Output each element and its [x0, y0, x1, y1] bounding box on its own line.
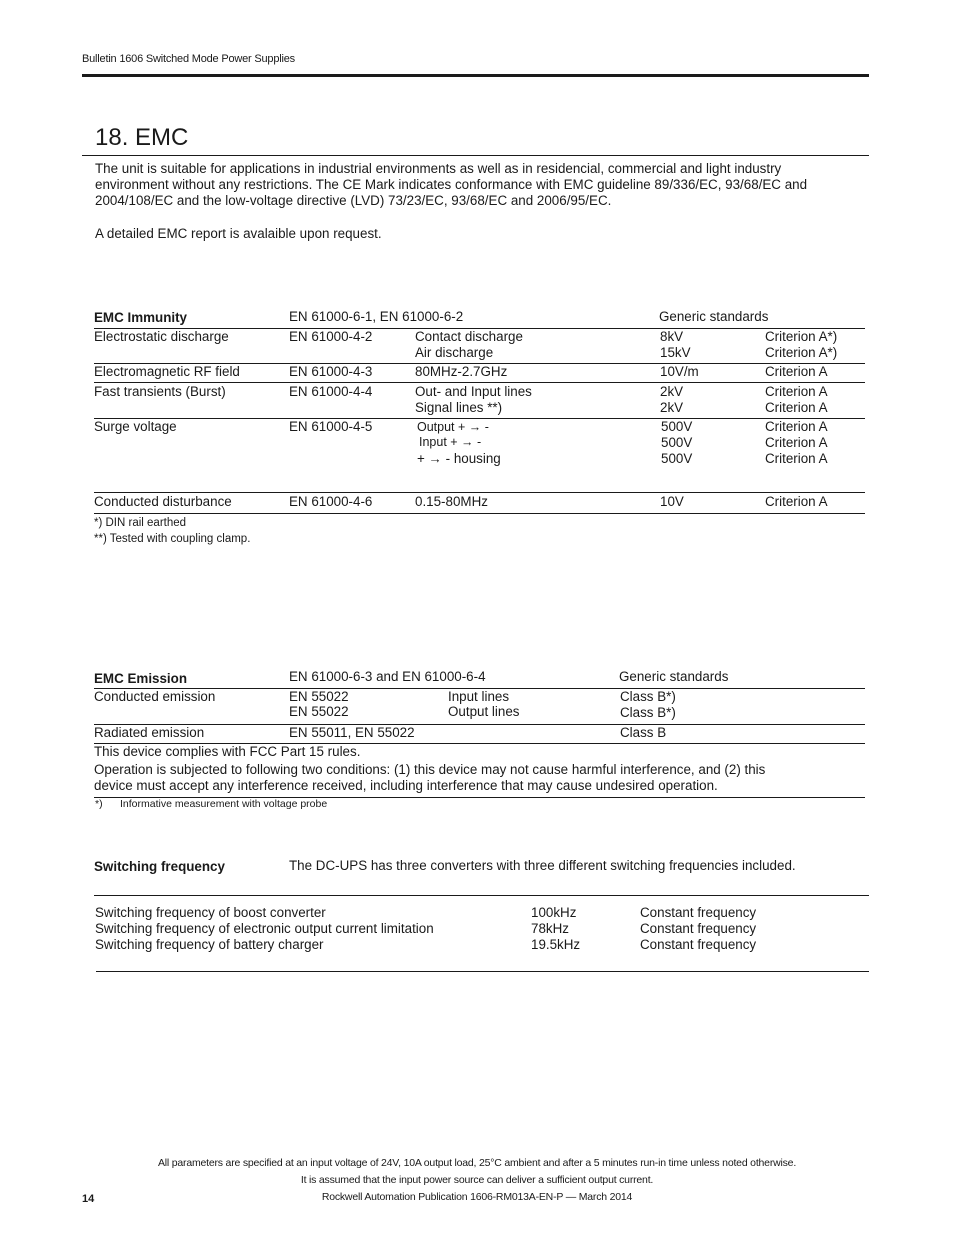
emission-name: Radiated emission [94, 725, 205, 740]
test-condition: Contact discharge [415, 329, 523, 344]
converter-name: Switching frequency of boost converter [95, 905, 326, 920]
emission-standard: EN 55022 [289, 704, 349, 719]
test-criterion: Criterion A [765, 435, 828, 450]
emission-class: Class B*) [620, 689, 676, 704]
test-criterion: Criterion A [765, 451, 828, 466]
converter-name: Switching frequency of battery charger [95, 937, 324, 952]
test-standard: EN 61000-4-4 [289, 384, 373, 399]
footnote: *) DIN rail earthed [94, 517, 187, 529]
table-rule [94, 492, 865, 493]
test-standard: EN 61000-4-5 [289, 419, 373, 434]
converter-note: Constant frequency [640, 937, 757, 952]
test-criterion: Criterion A [765, 364, 828, 379]
converter-frequency: 100kHz [531, 905, 577, 920]
footnote: **) Tested with coupling clamp. [94, 533, 251, 545]
emission-standards-note: Generic standards [619, 669, 729, 684]
intro-paragraph [95, 161, 855, 209]
test-criterion: Criterion A [765, 494, 828, 509]
report-note: A detailed EMC report is avalaible upon request. [95, 226, 382, 241]
intro-line: environment without any restrictions. The CE Mark indicates conformance with EMC guideline 89/336/EC, 93/68/EC and [95, 177, 808, 192]
converter-frequency: 78kHz [531, 921, 569, 936]
fcc-statement: This device complies with FCC Part 15 rules. [94, 744, 361, 759]
test-criterion: Criterion A*) [765, 345, 838, 360]
test-level: 10V/m [660, 364, 699, 379]
test-condition: Out- and Input lines [415, 384, 532, 399]
test-level: 2kV [660, 400, 684, 415]
switching-heading: Switching frequency [94, 859, 225, 874]
test-level: 500V [661, 435, 693, 450]
converter-frequency: 19.5kHz [531, 937, 581, 952]
intro-line: The unit is suitable for applications in industrial environments as well as in residencial, commercial and light industry [95, 161, 782, 176]
table-rule [94, 895, 869, 896]
test-condition: Input + → - [419, 435, 482, 449]
emission-lines: Output lines [448, 704, 520, 719]
footnote: Informative measurement with voltage probe [120, 798, 328, 810]
test-name: Electrostatic discharge [94, 329, 229, 344]
header-rule [82, 74, 869, 77]
footer-note: All parameters are specified at an input voltage of 24V, 10A output load, 25°C ambient and after a 5 minutes run-in time unless noted otherwise. [157, 1157, 797, 1169]
test-standard: EN 61000-4-2 [289, 329, 373, 344]
immunity-standards: EN 61000-6-1, EN 61000-6-2 [289, 309, 464, 324]
test-condition: 0.15-80MHz [415, 494, 488, 509]
emission-standard: EN 55011, EN 55022 [289, 725, 415, 740]
test-level: 500V [661, 419, 693, 434]
test-condition: 80MHz-2.7GHz [415, 364, 508, 379]
section-title: 18. EMC [95, 124, 189, 151]
fcc-conditions-line: device must accept any interference received, including interference that may cause undesired operation. [94, 778, 718, 793]
fcc-conditions-line: Operation is subjected to following two conditions: (1) this device may not cause harmful interference, and (2) this [94, 762, 766, 777]
emission-class: Class B*) [620, 705, 676, 720]
test-criterion: Criterion A [765, 419, 828, 434]
converter-note: Constant frequency [640, 905, 757, 920]
test-level: 15kV [660, 345, 691, 360]
test-condition: + → - housing [417, 451, 501, 466]
table-rule [96, 971, 869, 972]
running-header: Bulletin 1606 Switched Mode Power Supplies [82, 53, 295, 65]
test-level: 2kV [660, 384, 684, 399]
test-criterion: Criterion A [765, 400, 828, 415]
test-name: Surge voltage [94, 419, 177, 434]
emission-standards: EN 61000-6-3 and EN 61000-6-4 [289, 669, 486, 684]
footer-note: It is assumed that the input power source can deliver a sufficient output current. [300, 1174, 654, 1186]
test-level: 500V [661, 451, 693, 466]
test-name: Electromagnetic RF field [94, 364, 240, 379]
table-rule [94, 513, 865, 514]
test-standard: EN 61000-4-3 [289, 364, 373, 379]
emission-lines: Input lines [448, 689, 510, 704]
test-name: Conducted disturbance [94, 494, 232, 509]
intro-line: 2004/108/EC and the low-voltage directive (LVD) 73/23/EC, 93/68/EC and 2006/95/EC. [95, 193, 612, 208]
page-number: 14 [82, 1193, 95, 1205]
test-condition: Output + → - [417, 420, 489, 434]
footnote-mark: *) [95, 798, 103, 810]
emission-standard: EN 55022 [289, 689, 349, 704]
immunity-standards-note: Generic standards [659, 309, 769, 324]
table-rule [94, 724, 865, 725]
test-name: Fast transients (Burst) [94, 384, 226, 399]
immunity-heading: EMC Immunity [94, 310, 187, 325]
test-criterion: Criterion A*) [765, 329, 838, 344]
table-rule [94, 418, 865, 419]
emission-name: Conducted emission [94, 689, 216, 704]
table-rule [94, 382, 865, 383]
converter-note: Constant frequency [640, 921, 757, 936]
section-title-rule [82, 155, 869, 156]
test-standard: EN 61000-4-6 [289, 494, 373, 509]
test-condition: Signal lines **) [415, 400, 503, 415]
test-criterion: Criterion A [765, 384, 828, 399]
emission-class: Class B [620, 725, 667, 740]
test-condition: Air discharge [415, 345, 494, 360]
test-level: 8kV [660, 329, 684, 344]
publication-info: Rockwell Automation Publication 1606-RM013A-EN-P — March 2014 [321, 1191, 633, 1203]
converter-name: Switching frequency of electronic output current limitation [95, 921, 434, 936]
switching-description: The DC-UPS has three converters with three different switching frequencies included. [289, 858, 796, 873]
emission-heading: EMC Emission [94, 671, 188, 686]
test-level: 10V [660, 494, 684, 509]
